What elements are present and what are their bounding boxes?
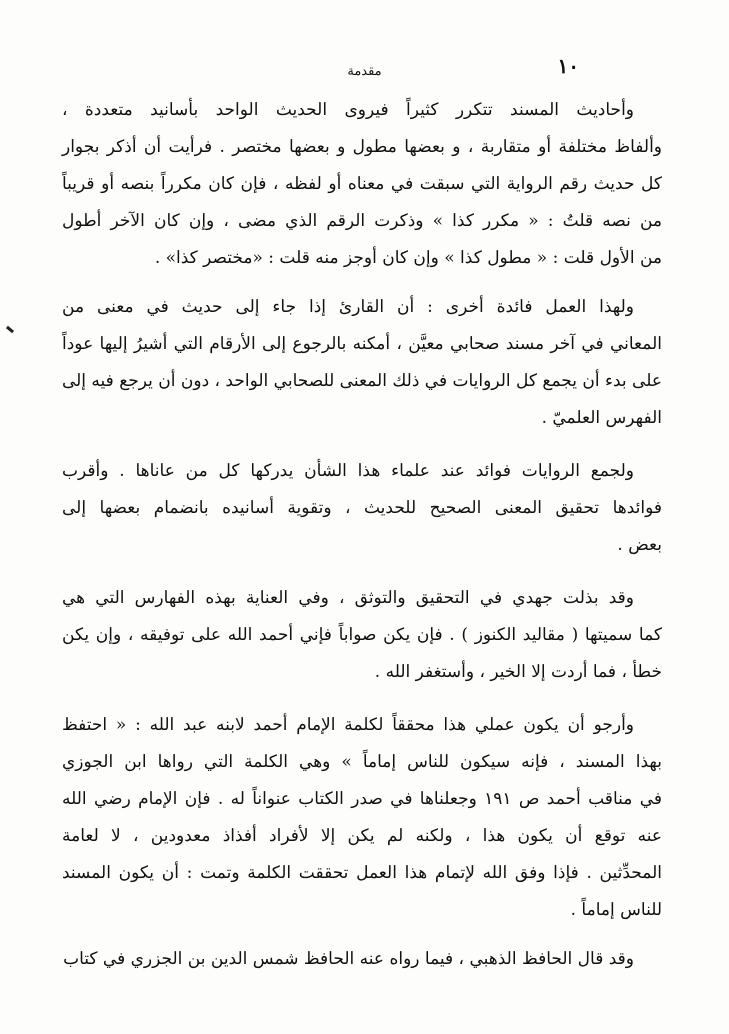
text-line: وأحاديث المسند تتكرر كثيراً فيروى الحديث الواحد بأسانيد متعددة ، [62,100,634,120]
text-line: ولجمع الروايات فوائد عند علماء هذا الشأن يدركها كل من عاناها . وأقرب [62,461,634,481]
margin-mark [6,326,14,333]
paragraph-6 [62,941,662,978]
text-line: فوائدها تحقيق المعنى الصحيح للحديث ، وتقوية أسانيده بانضمام بعضها إلى [62,498,662,518]
text-line: ولهذا العمل فائدة أخرى : أن القارئ إذا جاء إلى حديث في معنى من [62,297,634,317]
text-line: خطأ ، فما أردت إلا الخير ، وأستغفر الله . [374,662,662,682]
text-line: من الأول قلت : « مطول كذا » وإن كان أوجز منه قلت : «مختصر كذا» . [154,248,662,268]
text-line: المعاني في آخر مسند صحابي معيَّن ، أمكنه بالرجوع إلى الأرقام التي أشيرُ إليها عوداً [62,334,662,354]
text-line: كل حديث رقم الرواية التي سبقت في معناه أو لفظه ، فإن كان مكرراً بنصه أو قريباً [62,174,662,194]
text-line: المحدِّثين . فإذا وفق الله لإتمام هذا العمل تحققت الكلمة وتمت : أن يكون المسند [62,863,662,883]
running-title: مقدمة [347,64,382,79]
paragraph-1 [62,92,662,277]
paragraph-3 [62,453,662,564]
text-line: عنه توقع أن يكون هذا ، ولكنه لم يكن إلا لأفراد أفذاذ معدودين ، لا لعامة [62,826,662,846]
text-line: وأرجو أن يكون عملي هذا محققاً لكلمة الإمام أحمد لابنه عبد الله : « احتفظ [62,715,634,735]
text-line: وقد قال الحافظ الذهبي ، فيما رواه عنه الحافظ شمس الدين بن الجزري في كتاب [63,949,634,969]
text-line: من نصه قلتُ : « مكرر كذا » وذكرت الرقم الذي مضى ، وإن كان الآخر أطول [62,211,662,231]
text-line: بعض . [617,535,662,555]
paragraph-2 [62,289,662,437]
paragraph-5 [62,707,662,929]
text-line: الفهرس العلميّ . [541,408,662,428]
text-line: للناس إماماً . [570,900,662,920]
text-line: وقد بذلت جهدي في التحقيق والتوثق ، وفي العناية بهذه الفهارس التي هي [62,588,634,608]
paragraph-4 [62,580,662,691]
page-header [0,48,729,88]
page-body [62,92,662,978]
text-line: في مناقب أحمد ص ١٩١ وجعلناها في صدر الكتاب عنواناً له . فإن الإمام رضي الله [62,789,662,809]
text-line: وألفاظ مختلفة أو متقاربة ، و بعضها مطول و بعضها مختصر . فرأيت أن أذكر بجوار [62,137,662,157]
text-line: كما سميتها ( مقاليد الكنوز ) . فإن يكن صواباً فإني أحمد الله على توفيقه ، وإن يكن [62,625,662,645]
page-number: ١٠ [557,54,579,78]
text-line: بهذا المسند ، فإنه سيكون للناس إماماً » وهي الكلمة التي رواها ابن الجوزي [62,752,662,772]
text-line: على بدء أن يجمع كل الروايات في ذلك المعنى للصحابي الواحد ، دون أن يرجع فيه إلى [61,371,662,391]
